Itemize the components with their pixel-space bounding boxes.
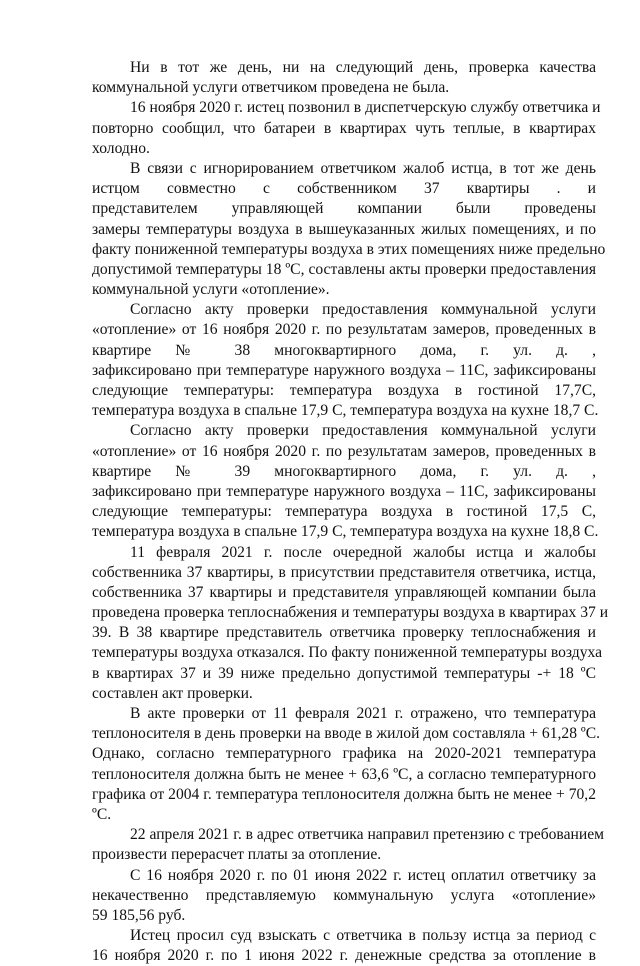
text-line: собственника 37 квартиры и представителя управляющей компании была xyxy=(92,583,596,601)
text-line: допустимой температуры 18 ºС, составлены акты проверки предоставления xyxy=(92,260,596,278)
text-line: повторно сообщил, что батареи в квартирах чуть теплые, в квартирах xyxy=(92,119,596,137)
text-line: 16 ноября 2020 г. по 1 июня 2022 г. денежные средства за отопление в xyxy=(92,947,596,965)
text-line: 59 185,56 руб. xyxy=(92,906,186,924)
text-line: температуры воздуха отказался. По факту пониженной температуры воздуха xyxy=(92,644,603,662)
text-line: Истец просил суд взыскать с ответчика в пользу истца за период с xyxy=(130,927,596,945)
text-line: 16 ноября 2020 г. истец позвонил в диспетчерскую службу ответчика и xyxy=(130,99,601,117)
text-line: некачественно представляемую коммунальную услуга «отопление» xyxy=(92,886,596,904)
text-line: холодно. xyxy=(92,139,150,157)
text-line: зафиксировано при температуре наружного воздуха – 11С, зафиксированы xyxy=(92,361,596,379)
text-line: С 16 ноября 2020 г. по 01 июня 2022 г. истец оплатил ответчику за xyxy=(130,866,596,884)
text-line: следующие температуры: температура воздуха в гостиной 17,7С, xyxy=(92,382,596,399)
text-line: Согласно акту проверки предоставления коммунальной услуги xyxy=(130,301,596,319)
text-line: теплоносителя должна быть не менее + 63,6 ºС, а согласно температурного xyxy=(92,765,596,783)
text-line: ºС. xyxy=(92,805,112,823)
text-line: в квартирах 37 и 39 ниже предельно допустимой температуры -+ 18 ºС xyxy=(92,664,596,682)
text-line: 39. В 38 квартире представитель ответчика проверку теплоснабжения и xyxy=(92,624,596,642)
text-line: теплоносителя в день проверки на вводе в жилой дом составляла + 61,28 ºС. xyxy=(92,725,601,743)
text-line: коммунальной услуги «отопление». xyxy=(92,281,330,299)
text-line: графика от 2004 г. температура теплоносителя должна быть не менее + 70,2 xyxy=(92,785,596,803)
text-line: следующие температуры: температура воздуха в гостиной 17,5 С, xyxy=(92,503,596,521)
text-line: проведена проверка теплоснабжения и температуры воздуха в квартирах 37 и xyxy=(92,604,609,622)
text-line: температура воздуха в спальне 17,9 С, температура воздуха на кухне 18,8 С. xyxy=(92,523,599,541)
text-line: квартире № 38 многоквартирного дома, г. ул. д. , xyxy=(92,341,596,359)
text-line: температура воздуха в спальне 17,9 С, температура воздуха на кухне 18,7 С. xyxy=(92,402,599,420)
text-line: факту пониженной температуры воздуха в этих помещениях ниже предельно xyxy=(92,240,606,258)
text-line: произвести перерасчет платы за отопление. xyxy=(92,846,382,864)
text-line: представителем управляющей компании были проведены xyxy=(92,200,596,218)
text-line: замеры температуры воздуха в вышеуказанных жилых помещениях, и по xyxy=(92,220,596,238)
text-line: Однако, согласно температурного графика на 2020-2021 температура xyxy=(92,745,596,763)
text-line: зафиксировано при температуре наружного воздуха – 11С, зафиксированы xyxy=(92,482,596,500)
text-line: собственника 37 квартиры, в присутствии представителя ответчика, истца, xyxy=(92,563,596,581)
text-line: 22 апреля 2021 г. в адрес ответчика направил претензию с требованием xyxy=(130,826,604,844)
text-line: «отопление» от 16 ноября 2020 г. по результатам замеров, проведенных в xyxy=(92,442,596,460)
text-line: В связи с игнорированием ответчиком жалоб истца, в тот же день xyxy=(130,159,596,177)
text-line: истцом совместно с собственником 37 квартиры . и xyxy=(92,180,596,198)
document-body xyxy=(92,58,609,966)
text-line: Ни в тот же день, ни на следующий день, проверка качества xyxy=(130,59,596,76)
text-line: квартире № 39 многоквартирного дома, г. ул. д. , xyxy=(92,462,596,480)
text-line: Согласно акту проверки предоставления коммунальной услуги xyxy=(130,422,596,440)
text-line: 11 февраля 2021 г. после очередной жалобы истца и жалобы xyxy=(130,543,596,561)
text-line: В акте проверки от 11 февраля 2021 г. отражено, что температура xyxy=(130,705,596,722)
text-line: составлен акт проверки. xyxy=(92,684,253,702)
text-line: коммунальной услуги ответчиком проведена не была. xyxy=(92,79,450,97)
text-line: «отопление» от 16 ноября 2020 г. по результатам замеров, проведенных в xyxy=(92,321,596,339)
